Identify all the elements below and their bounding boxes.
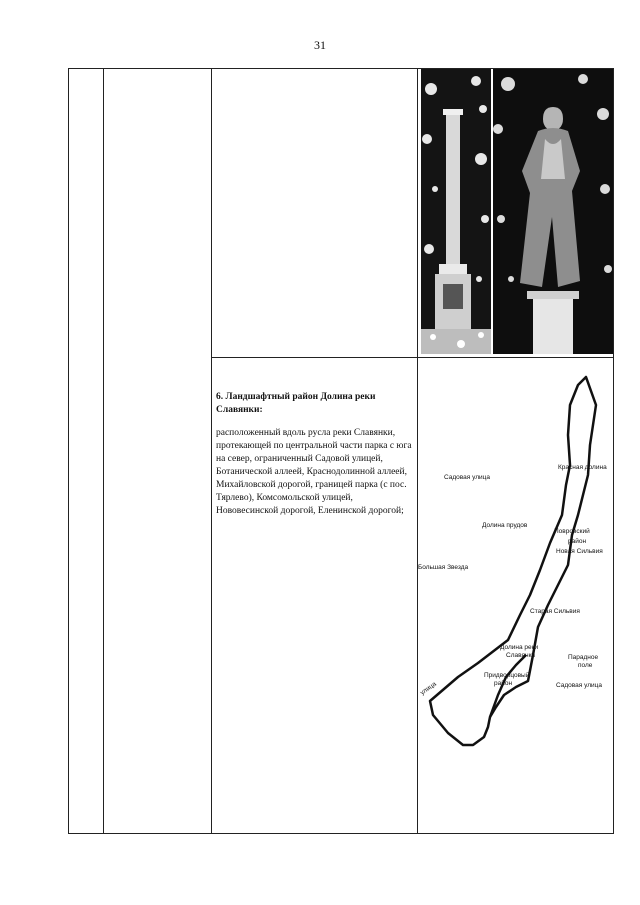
map-label: Большая Звезда: [418, 564, 469, 571]
map-label: Долина реки: [500, 644, 539, 651]
map-label: Садовая улица: [556, 682, 602, 689]
map-label: Новая Сильвия: [556, 548, 603, 555]
map-label: улица: [419, 680, 438, 697]
map-label: Старая Сильвия: [530, 608, 580, 615]
map-label: Красная долина: [558, 464, 607, 471]
district-description-cell: [216, 391, 412, 518]
map-label: Садовая улица: [444, 474, 490, 481]
map-label: поле: [578, 662, 593, 669]
column-divider: [103, 69, 104, 833]
map-labels: [418, 464, 607, 697]
district-description: расположенный вдоль русла реки Славянки, протекающей по центральной части парка с юга на север, ограниченный Садовой улицей, Ботанической аллеей, Краснодолинной аллеей, Михайловской дорогой, границей парка (с пос. Тярлево), Комсомольской улицей, Нововесинской дорогой, Еленинской дорогой;: [216, 428, 412, 516]
content-table: [68, 68, 614, 834]
map-label: Долина прудов: [482, 522, 528, 529]
district-map: [418, 365, 615, 835]
map-label: район: [494, 680, 513, 687]
map-label: район: [568, 538, 587, 545]
map-label: Славянки: [506, 652, 536, 659]
map-label: Повровский: [554, 528, 590, 535]
map-label: Парадное: [568, 654, 599, 661]
column-divider: [211, 69, 212, 833]
map-label: Придворцовый: [484, 672, 530, 679]
column-monument-photo: [421, 69, 491, 354]
row-divider: [211, 357, 613, 358]
district-heading: 6. Ландшафтный район Долина реки Славянки:: [216, 392, 376, 415]
statue-photo: [493, 69, 613, 354]
page-number: 31: [314, 38, 326, 52]
